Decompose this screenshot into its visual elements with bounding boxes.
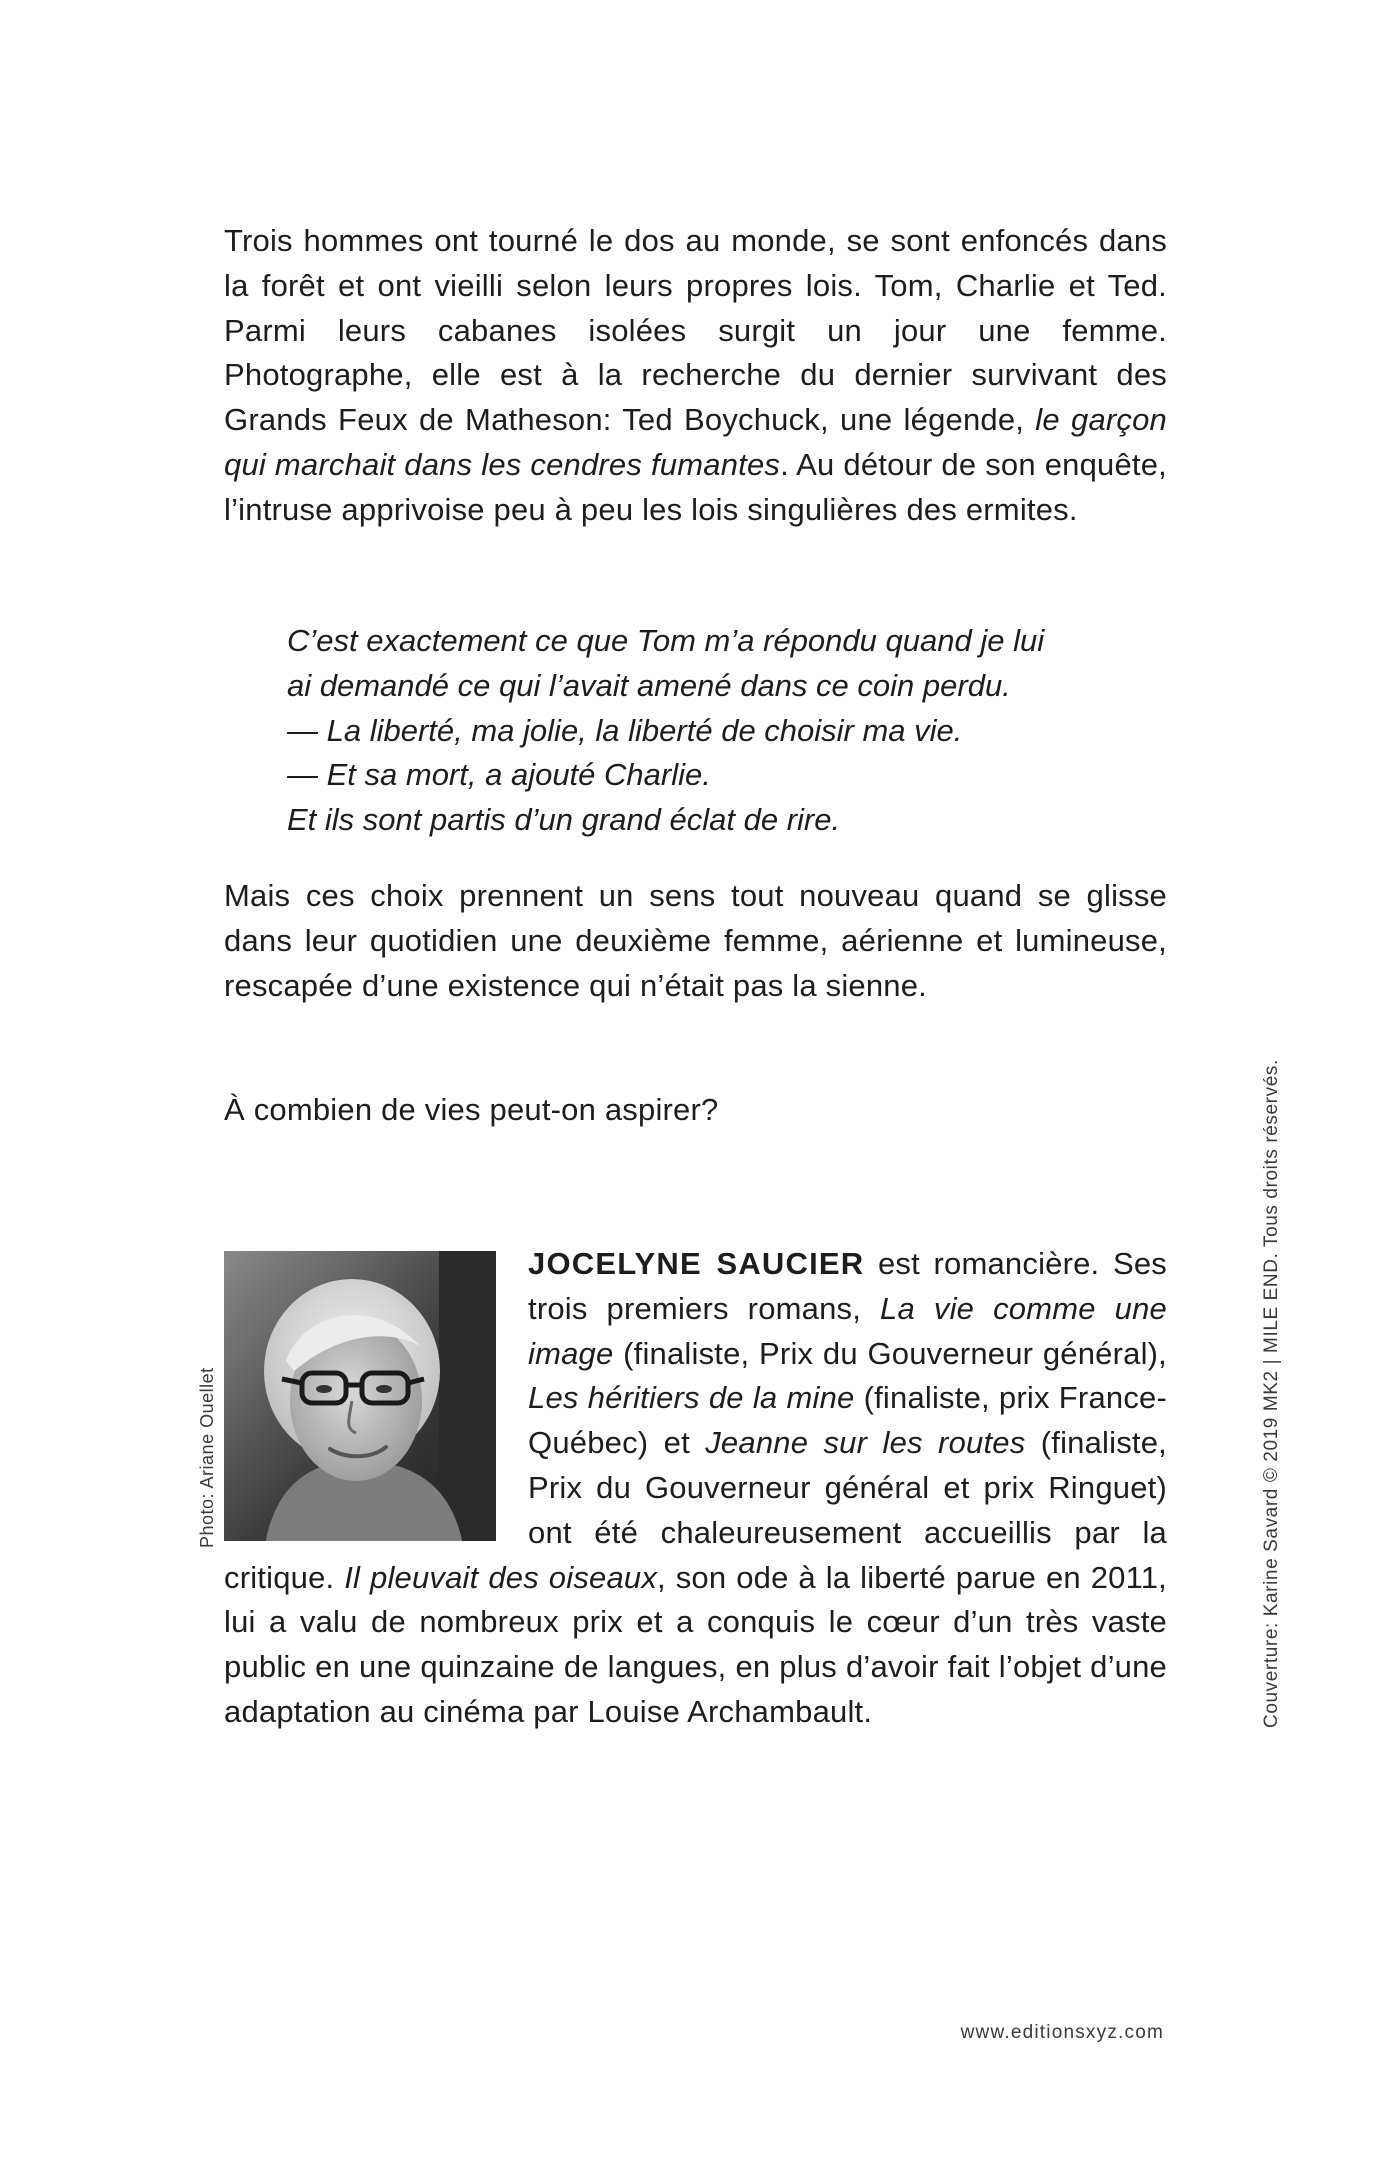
bio-text-1: est romancière. Ses trois premiers romans,	[528, 1246, 1167, 1326]
synopsis-paragraph	[224, 219, 1167, 533]
photo-credit: Photo: Ariane Ouellet	[197, 1367, 217, 1548]
excerpt-quote	[287, 619, 1187, 843]
cover-credit: Couverture: Karine Savard © 2019 MK2 | MILE END. Tous droits réservés.	[1261, 1059, 1282, 1728]
book-title-4: Il pleuvait des oiseaux	[344, 1559, 658, 1595]
author-name: JOCELYNE SAUCIER	[528, 1246, 865, 1281]
synopsis-text-2: . Au détour de son enquête, l’intruse apprivoise peu à peu les lois singulières des ermites.	[224, 446, 1167, 527]
bio-text-2: (finaliste, Prix du Gouverneur général),	[613, 1335, 1167, 1371]
book-title-1: La vie comme une image	[528, 1290, 1167, 1371]
author-photo	[224, 1251, 496, 1541]
second-paragraph-text: Mais ces choix prennent un sens tout nouveau quand se glisse dans leur quotidien une deuxième femme, aérienne et lumineuse, rescapée d’une existence qui n’était pas la sienne.	[224, 878, 1167, 1003]
quote-line-3: — La liberté, ma jolie, la liberté de choisir ma vie.	[287, 712, 963, 748]
publisher-website: www.editionsxyz.com	[960, 2022, 1164, 2043]
quote-line-5: Et ils sont partis d’un grand éclat de rire.	[287, 802, 841, 838]
quote-line-4: — Et sa mort, a ajouté Charlie.	[287, 757, 711, 793]
bio-text-5: , son ode à la liberté parue en 2011, lui a valu de nombreux prix et a conquis le cœur d’un très vaste public en une quinzaine de langues, en plus d’avoir fait l’objet d’une adaptation au cinéma par Louise Archambault.	[224, 1559, 1167, 1729]
quote-line-2: ai demandé ce qui l’avait amené dans ce coin perdu.	[287, 667, 1011, 703]
question-line	[224, 1088, 1167, 1133]
quote-line-1: C’est exactement ce que Tom m’a répondu quand je lui	[287, 623, 1045, 658]
bio-text-4: (finaliste, Prix du Gouverneur général et prix Ringuet) ont été chaleureusement accueillis par la critique.	[224, 1425, 1167, 1595]
synopsis-text-1: Trois hommes ont tourné le dos au monde, se sont enfoncés dans la forêt et ont vieilli selon leurs propres lois. Tom, Charlie et Ted. Parmi leurs cabanes isolées surgit un jour une femme. Photographe, elle est à la recherche du dernier survivant des Grands Feux de Matheson: Ted Boychuck, une légende,	[224, 223, 1167, 438]
synopsis-italic: le garçon qui marchait dans les cendres fumantes	[224, 402, 1167, 482]
second-paragraph	[224, 874, 1167, 1008]
book-title-2: Les héritiers de la mine	[528, 1380, 855, 1416]
book-title-3: Jeanne sur les routes	[705, 1425, 1026, 1461]
question-text: À combien de vies peut-on aspirer?	[224, 1092, 719, 1127]
bio-text-3: (finaliste, prix France-Québec) et	[528, 1380, 1167, 1461]
